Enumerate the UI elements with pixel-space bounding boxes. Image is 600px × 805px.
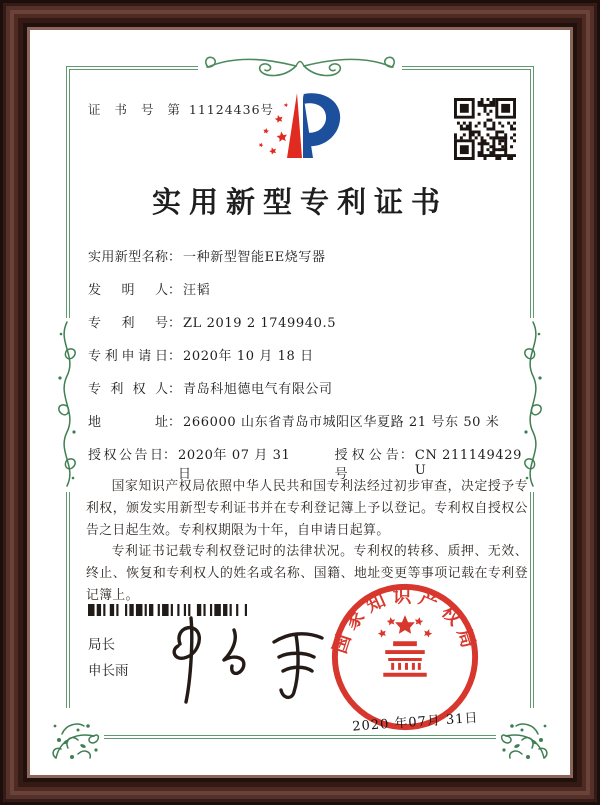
qr-code [454,98,516,160]
colon: ： [168,250,182,265]
colon: ： [168,382,182,397]
national-emblem-icon [377,615,433,677]
top-flourish-ornament [198,50,402,84]
certificate-number-value: 11124436 [188,102,261,117]
vine-icon [54,320,80,490]
floral-corner-icon [50,712,102,764]
field-label: 实用新型名称 [88,250,168,265]
field-patentee [88,378,530,411]
field-address [88,411,530,444]
qr-code-icon [454,98,516,160]
field-value: 266000 山东省青岛市城阳区华夏路 21 号东 50 米 [183,415,500,430]
colon: ： [168,283,182,298]
director-signature [146,612,356,707]
colon: ： [168,349,182,364]
legal-paragraph-2: 专利证书记载专利权登记时的法律状况。专利权的转移、质押、无效、终止、恢复和专利权人的姓名或名称、国籍、地址变更等事项记载在专利登记簿上。 [86,544,528,603]
colon: ： [163,448,177,463]
field-value: 汪韬 [183,283,211,298]
field-utility-model-name [88,246,530,279]
certificate-number [88,100,278,118]
field-patent-number [88,312,530,345]
certificate-number-prefix: 证 书 号 第 [88,102,185,117]
field-list [88,246,530,482]
field-inventor [88,279,530,312]
colon: ： [168,415,182,430]
field-label: 专利申请日 [88,349,168,364]
scroll-flourish-icon [200,51,400,83]
cnipa-logo [254,90,346,170]
field-value: 青岛科旭德电气有限公司 [183,382,333,397]
bottom-left-corner-ornament [48,708,104,768]
field-value: ZL 2019 2 1749940.5 [183,316,337,331]
colon: ： [168,316,182,331]
field-grant-line [88,444,530,482]
field-label: 发明人 [88,283,168,298]
field-value: CN 211149429 U [414,448,522,478]
signature-icon [146,612,356,707]
certificate-number-suffix: 号 [260,102,279,117]
field-label: 地址 [88,415,168,430]
certificate-title: 实用新型专利证书 [151,185,448,219]
field-label: 专利号 [88,316,168,331]
field-value: 一种新型智能EE烧写器 [183,250,326,265]
director-block [88,632,129,684]
field-label: 专利权人 [88,382,168,397]
field-label: 授权公告日 [88,448,164,463]
certificate-paper [30,30,570,775]
left-vine-ornament [52,318,82,492]
colon: ： [399,448,413,463]
field-label: 授权公告号 [334,448,400,482]
field-value: 2020年 10 月 18 日 [183,349,314,364]
field-application-date [88,345,530,378]
director-title: 局长 [88,637,115,652]
seal-date: 2020 年07月 31日 [351,710,479,735]
director-name: 申长雨 [88,663,129,678]
cnipa-logo-icon [254,90,346,170]
legal-paragraph-1: 国家知识产权局依照中华人民共和国专利法经过初步审查，决定授予专利权，颁发实用新型专利证书并在专利登记簿上予以登记。专利权自授权公告之日起生效。专利权期限为十年，自申请日起算。 [86,479,528,538]
field-value: 2020年 07 月 31 日 [178,448,291,482]
seal-ring-text: 国家知识产权局 [328,585,482,657]
